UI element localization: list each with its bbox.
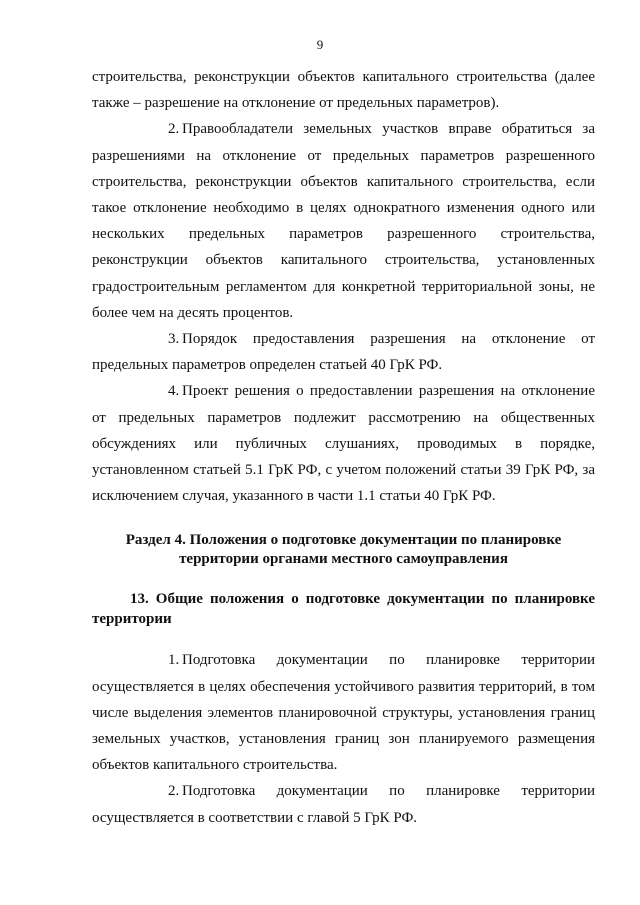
paragraph-text: строительства, реконструкции объектов капитального строительства (далее также – разрешение на отклонение от предельных параметров). xyxy=(92,69,595,112)
paragraph-item xyxy=(92,116,595,326)
paragraph-number: 3. xyxy=(168,331,180,348)
page-number: 9 xyxy=(316,37,324,52)
paragraph-item xyxy=(92,326,595,378)
section-heading-line: территории органами местного самоуправления xyxy=(179,551,508,568)
paragraph-item xyxy=(92,778,595,830)
paragraph-number: 1. xyxy=(168,652,180,669)
section-heading-line: Раздел 4. Положения о подготовке документации по планировке xyxy=(125,532,562,549)
paragraph-number: 2. xyxy=(168,121,180,138)
paragraph-item xyxy=(92,647,595,778)
paragraph-text: Проект решения о предоставлении разрешения на отклонение от предельных параметров подлежит рассмотрению на общественных обсуждениях или публичных слушаниях, проводимых в порядке, установленном статьей 5.1 ГрК РФ, с учетом положений статьи 39 ГрК РФ, за исключением случая, указанного в части 1.1 статьи 40 ГрК РФ. xyxy=(92,383,595,505)
paragraph-text: Подготовка документации по планировке территории осуществляется в соответствии с главой 5 ГрК РФ. xyxy=(92,783,595,826)
paragraph-text: Правообладатели земельных участков вправе обратиться за разрешениями на отклонение от предельных параметров разрешенного строительства, реконструкции объектов капитального строительства, если такое отклонение необходимо в целях однократного изменения одного или нескольких предельных параметров разрешенного строительства, реконструкции объектов капитального строительства, установленных градостроительным регламентом для конкретной территориальной зоны, не более чем на десять процентов. xyxy=(92,121,595,321)
paragraph-number: 2. xyxy=(168,783,180,800)
page-content xyxy=(92,64,595,831)
paragraph-text: Порядок предоставления разрешения на отклонение от предельных параметров определен статьей 40 ГрК РФ. xyxy=(92,331,595,374)
paragraph-continuation xyxy=(92,64,595,116)
paragraph-text: Подготовка документации по планировке территории осуществляется в целях обеспечения устойчивого развития территорий, в том числе выделения элементов планировочной структуры, установления границ земельных участков, установления границ зон планируемого размещения объектов капитального строительства. xyxy=(92,652,595,774)
subsection-heading: 13. Общие положения о подготовке документации по планировке территории xyxy=(92,591,595,628)
section-heading xyxy=(92,531,595,569)
paragraph-number: 4. xyxy=(168,383,180,400)
paragraph-item xyxy=(92,378,595,509)
